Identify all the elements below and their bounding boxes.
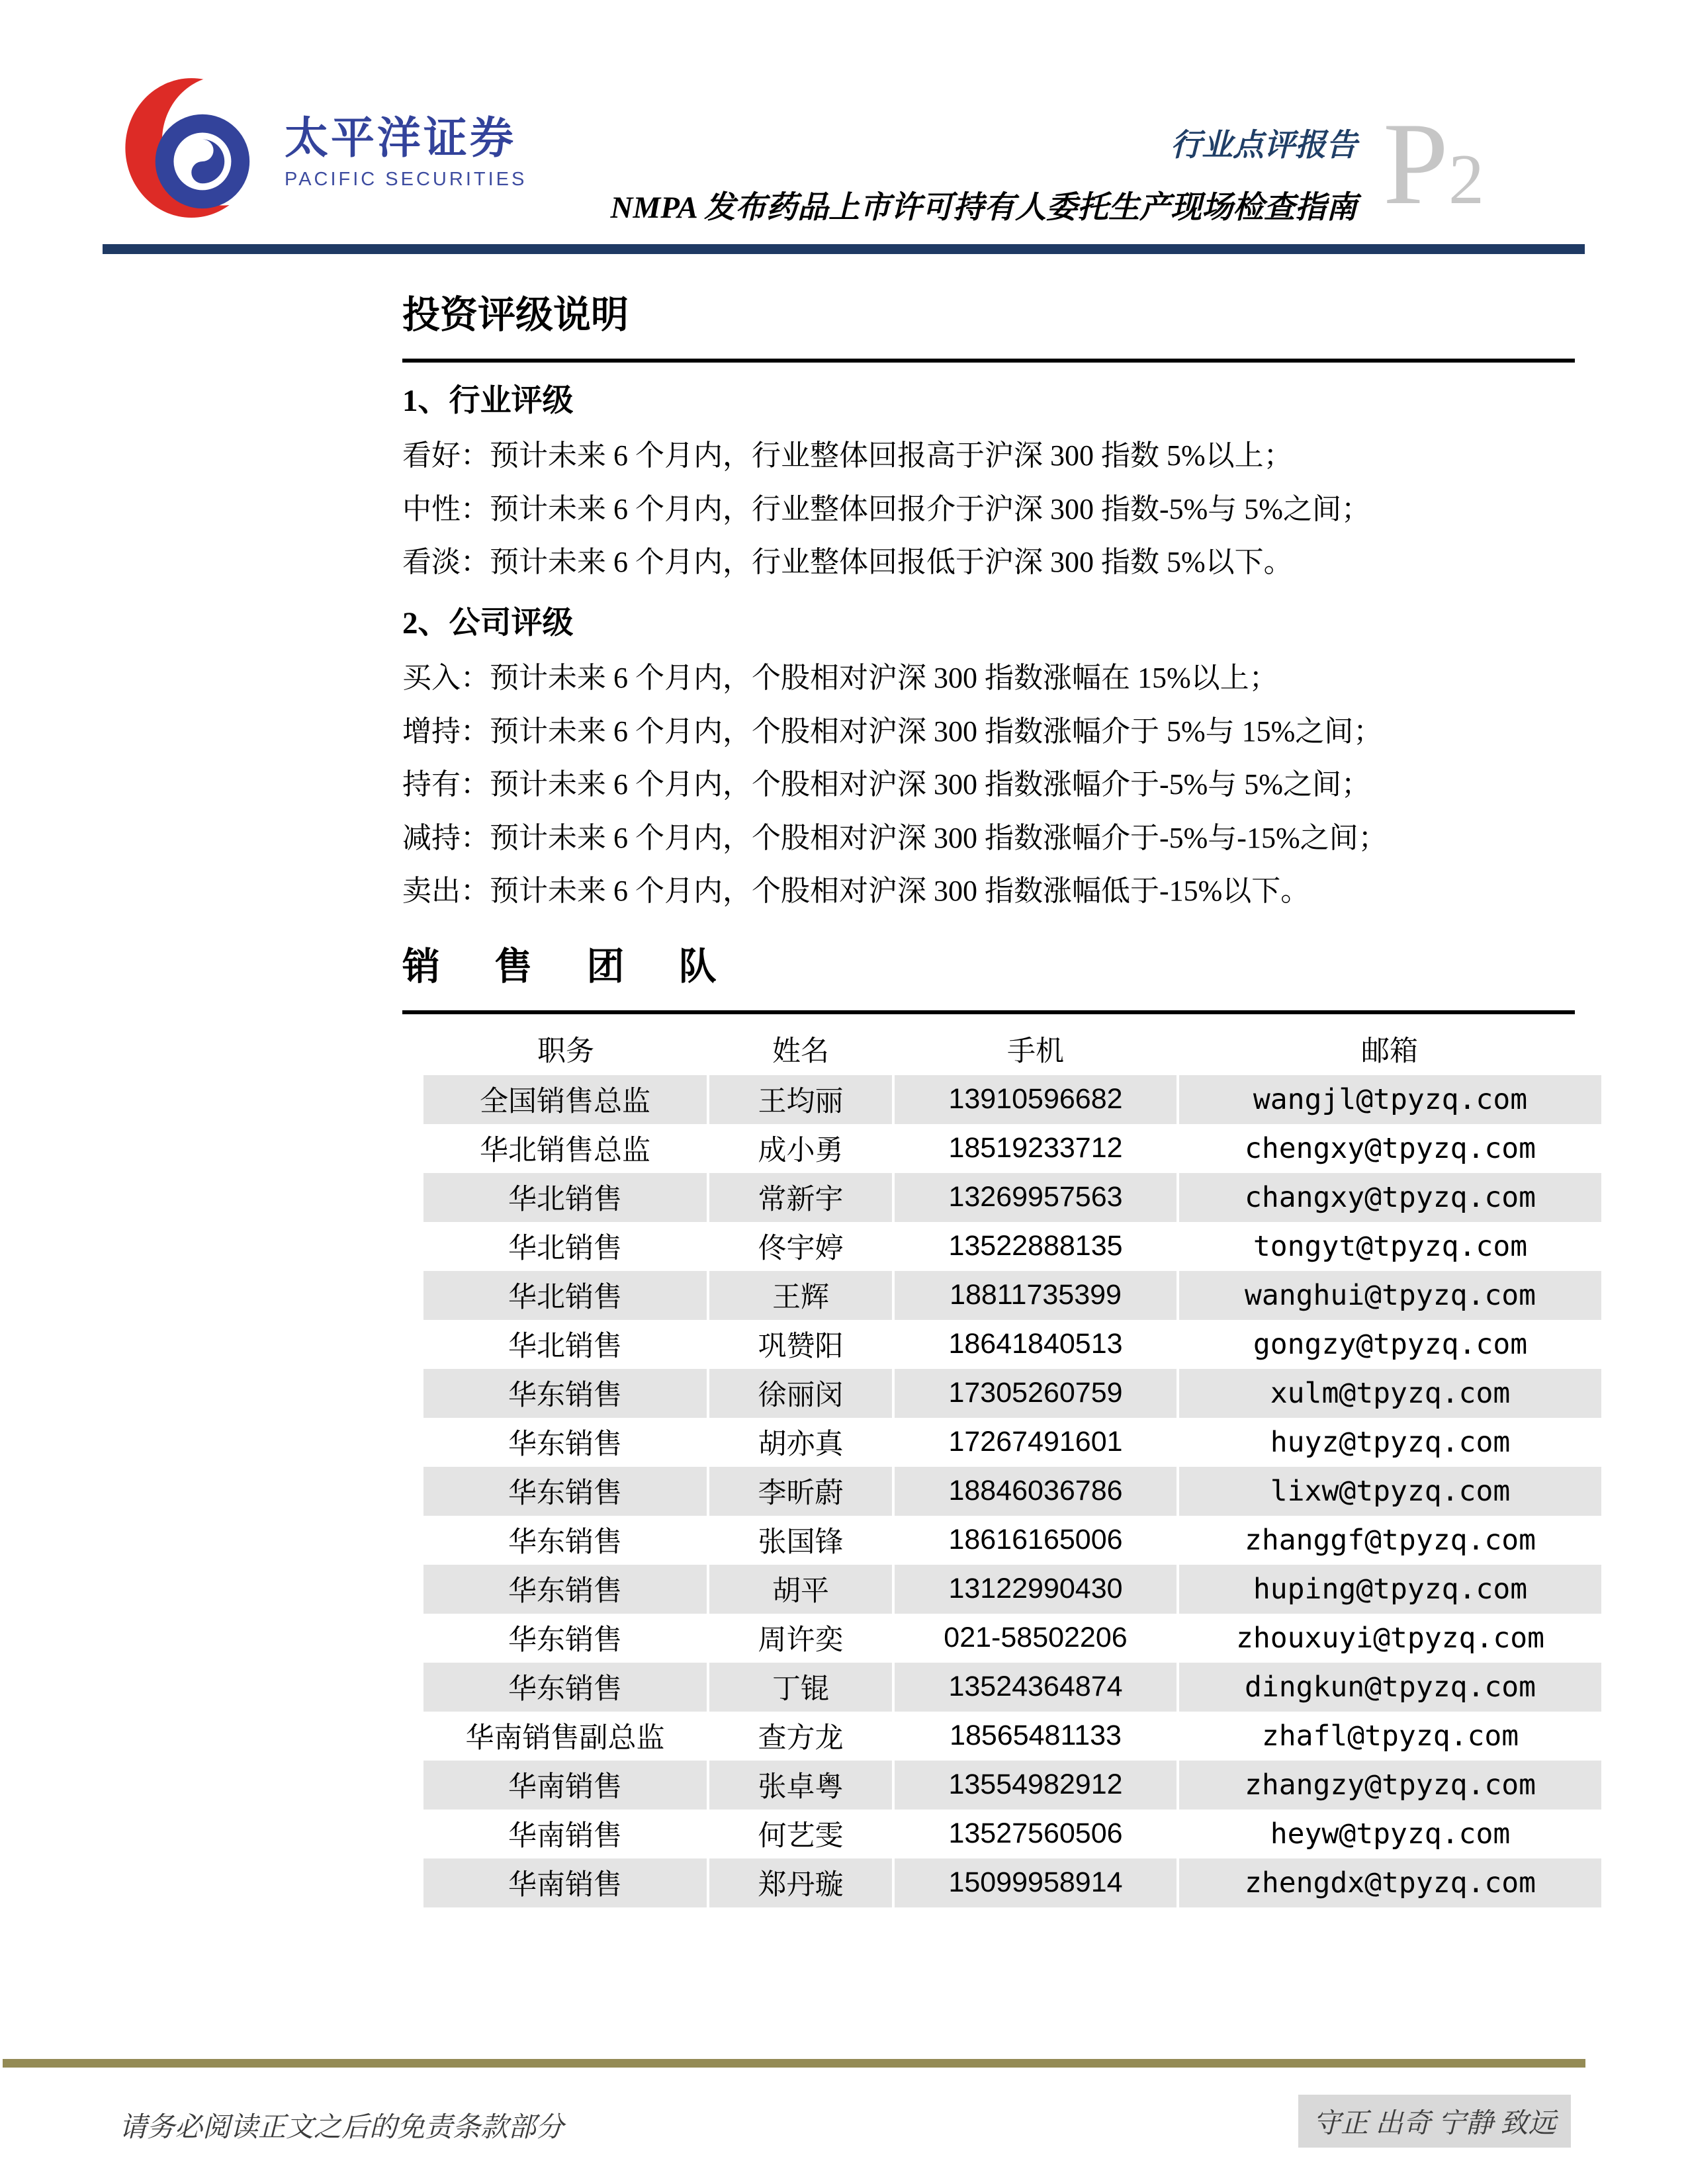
phone-cell: 13527560506 bbox=[893, 1810, 1178, 1858]
table-row bbox=[423, 1320, 1601, 1369]
phone-cell: 13554982912 bbox=[893, 1761, 1178, 1810]
company-rating-line: 增持：预计未来 6 个月内，个股相对沪深 300 指数涨幅介于 5%与 15%之间； bbox=[402, 715, 1383, 748]
name-cell: 王辉 bbox=[708, 1271, 893, 1320]
col-header-name: 姓名 bbox=[772, 1036, 829, 1068]
industry-rating-heading: 1、行业评级 bbox=[402, 383, 574, 418]
role-cell: 华东销售 bbox=[508, 1527, 622, 1559]
sales-table-body bbox=[423, 1075, 1601, 1907]
name-cell: 郑丹璇 bbox=[708, 1858, 893, 1907]
table-row bbox=[423, 1663, 1601, 1712]
phone-cell: 021-58502206 bbox=[893, 1614, 1178, 1663]
industry-rating-line: 看淡：预计未来 6 个月内，行业整体回报低于沪深 300 指数 5%以下。 bbox=[402, 546, 1293, 579]
email-cell: wanghui@tpyzq.com bbox=[1178, 1271, 1601, 1320]
phone-cell: 18565481133 bbox=[893, 1712, 1178, 1761]
company-rating-line: 买入：预计未来 6 个月内，个股相对沪深 300 指数涨幅在 15%以上； bbox=[402, 662, 1278, 695]
role-cell: 华东销售 bbox=[508, 1429, 622, 1461]
phone-cell: 13122990430 bbox=[893, 1565, 1178, 1614]
phone-cell: 15099958914 bbox=[893, 1858, 1178, 1907]
email-cell: dingkun@tpyzq.com bbox=[1178, 1663, 1601, 1712]
company-rating-line: 持有：预计未来 6 个月内，个股相对沪深 300 指数涨幅介于-5%与 5%之间； bbox=[402, 768, 1370, 801]
email-cell: gongzy@tpyzq.com bbox=[1178, 1320, 1601, 1369]
table-row bbox=[423, 1369, 1601, 1418]
footer-disclaimer: 请务必阅读正文之后的免责条款部分 bbox=[119, 2113, 564, 2143]
name-cell: 胡平 bbox=[708, 1565, 893, 1614]
table-row bbox=[423, 1418, 1601, 1467]
phone-cell: 13524364874 bbox=[893, 1663, 1178, 1712]
header-divider bbox=[103, 244, 1585, 254]
table-row bbox=[423, 1712, 1601, 1761]
phone-cell: 17267491601 bbox=[893, 1418, 1178, 1467]
name-cell: 常新宇 bbox=[708, 1173, 893, 1222]
sales-table-header bbox=[423, 1024, 1601, 1075]
name-cell: 何艺雯 bbox=[708, 1810, 893, 1858]
role-cell: 华东销售 bbox=[508, 1674, 622, 1706]
header-row bbox=[423, 1024, 1601, 1075]
name-cell: 徐丽闵 bbox=[708, 1369, 893, 1418]
email-cell: heyw@tpyzq.com bbox=[1178, 1810, 1601, 1858]
name-cell: 李昕蔚 bbox=[708, 1467, 893, 1516]
phone-cell: 18641840513 bbox=[893, 1320, 1178, 1369]
phone-cell: 18811735399 bbox=[893, 1271, 1178, 1320]
pacific-securities-logo-icon bbox=[120, 74, 267, 232]
name-cell: 查方龙 bbox=[708, 1712, 893, 1761]
table-row bbox=[423, 1516, 1601, 1565]
email-cell: huping@tpyzq.com bbox=[1178, 1565, 1601, 1614]
report-title: NMPA 发布药品上市许可持有人委托生产现场检查指南 bbox=[610, 191, 1357, 225]
email-cell: zhengdx@tpyzq.com bbox=[1178, 1858, 1601, 1907]
phone-cell: 18616165006 bbox=[893, 1516, 1178, 1565]
role-cell: 华北销售 bbox=[508, 1282, 622, 1314]
sales-team-table bbox=[423, 1024, 1601, 1907]
phone-cell: 13910596682 bbox=[893, 1075, 1178, 1124]
company-rating-line: 减持：预计未来 6 个月内，个股相对沪深 300 指数涨幅介于-5%与-15%之间； bbox=[402, 821, 1388, 854]
email-cell: lixw@tpyzq.com bbox=[1178, 1467, 1601, 1516]
role-cell: 华东销售 bbox=[508, 1576, 622, 1608]
phone-cell: 17305260759 bbox=[893, 1369, 1178, 1418]
table-row bbox=[423, 1761, 1601, 1810]
table-row bbox=[423, 1565, 1601, 1614]
role-cell: 华东销售 bbox=[508, 1380, 622, 1412]
footer-motto: 守正 出奇 宁静 致远 bbox=[1298, 2095, 1571, 2148]
name-cell: 王均丽 bbox=[708, 1075, 893, 1124]
table-row bbox=[423, 1858, 1601, 1907]
page-letter: P bbox=[1383, 98, 1448, 229]
role-cell: 华南销售 bbox=[508, 1821, 622, 1853]
email-cell: wangjl@tpyzq.com bbox=[1178, 1075, 1601, 1124]
email-cell: zhouxuyi@tpyzq.com bbox=[1178, 1614, 1601, 1663]
report-type-label: 行业点评报告 bbox=[1171, 128, 1357, 163]
table-row bbox=[423, 1810, 1601, 1858]
industry-rating-line: 中性：预计未来 6 个月内，行业整体回报介于沪深 300 指数-5%与 5%之间； bbox=[402, 492, 1370, 525]
email-cell: tongyt@tpyzq.com bbox=[1178, 1222, 1601, 1271]
logo-cn-text: 太平洋证券 bbox=[285, 114, 516, 163]
company-logo bbox=[120, 74, 527, 232]
email-cell: chengxy@tpyzq.com bbox=[1178, 1124, 1601, 1173]
table-row bbox=[423, 1124, 1601, 1173]
role-cell: 全国销售总监 bbox=[480, 1086, 650, 1118]
name-cell: 胡亦真 bbox=[708, 1418, 893, 1467]
role-cell: 华北销售 bbox=[508, 1233, 622, 1265]
name-cell: 佟宇婷 bbox=[708, 1222, 893, 1271]
rating-section-title: 投资评级说明 bbox=[402, 294, 1575, 363]
col-header-role: 职务 bbox=[537, 1036, 594, 1068]
sales-team-title: 销 售 团 队 bbox=[402, 945, 1575, 1014]
name-cell: 张卓粤 bbox=[708, 1761, 893, 1810]
email-cell: huyz@tpyzq.com bbox=[1178, 1418, 1601, 1467]
phone-cell: 13269957563 bbox=[893, 1173, 1178, 1222]
industry-rating-line: 看好：预计未来 6 个月内，行业整体回报高于沪深 300 指数 5%以上； bbox=[402, 439, 1293, 472]
phone-cell: 13522888135 bbox=[893, 1222, 1178, 1271]
name-cell: 成小勇 bbox=[708, 1124, 893, 1173]
role-cell: 华南销售 bbox=[508, 1772, 622, 1804]
role-cell: 华东销售 bbox=[508, 1478, 622, 1510]
name-cell: 巩赞阳 bbox=[708, 1320, 893, 1369]
logo-text bbox=[285, 115, 527, 191]
logo-en-text: PACIFIC SECURITIES bbox=[285, 168, 527, 190]
phone-cell: 18846036786 bbox=[893, 1467, 1178, 1516]
table-row bbox=[423, 1222, 1601, 1271]
page-number: 2 bbox=[1448, 140, 1484, 219]
col-header-email: 邮箱 bbox=[1361, 1036, 1418, 1068]
role-cell: 华南销售 bbox=[508, 1870, 622, 1901]
company-rating-line: 卖出：预计未来 6 个月内，个股相对沪深 300 指数涨幅低于-15%以下。 bbox=[402, 875, 1310, 908]
col-header-phone: 手机 bbox=[1007, 1036, 1064, 1068]
phone-cell: 18519233712 bbox=[893, 1124, 1178, 1173]
email-cell: zhafl@tpyzq.com bbox=[1178, 1712, 1601, 1761]
table-row bbox=[423, 1075, 1601, 1124]
role-cell: 华北销售 bbox=[508, 1331, 622, 1363]
role-cell: 华北销售 bbox=[508, 1184, 622, 1216]
email-cell: changxy@tpyzq.com bbox=[1178, 1173, 1601, 1222]
page-indicator bbox=[1383, 98, 1484, 229]
role-cell: 华南销售副总监 bbox=[465, 1723, 665, 1755]
role-cell: 华东销售 bbox=[508, 1625, 622, 1657]
table-row bbox=[423, 1467, 1601, 1516]
email-cell: zhanggf@tpyzq.com bbox=[1178, 1516, 1601, 1565]
footer-divider bbox=[3, 2059, 1585, 2068]
name-cell: 丁锟 bbox=[708, 1663, 893, 1712]
table-row bbox=[423, 1271, 1601, 1320]
table-row bbox=[423, 1614, 1601, 1663]
table-row bbox=[423, 1173, 1601, 1222]
company-rating-heading: 2、公司评级 bbox=[402, 605, 574, 640]
name-cell: 张国锋 bbox=[708, 1516, 893, 1565]
main-content bbox=[402, 294, 1575, 1907]
email-cell: zhangzy@tpyzq.com bbox=[1178, 1761, 1601, 1810]
name-cell: 周许奕 bbox=[708, 1614, 893, 1663]
email-cell: xulm@tpyzq.com bbox=[1178, 1369, 1601, 1418]
role-cell: 华北销售总监 bbox=[480, 1135, 650, 1167]
